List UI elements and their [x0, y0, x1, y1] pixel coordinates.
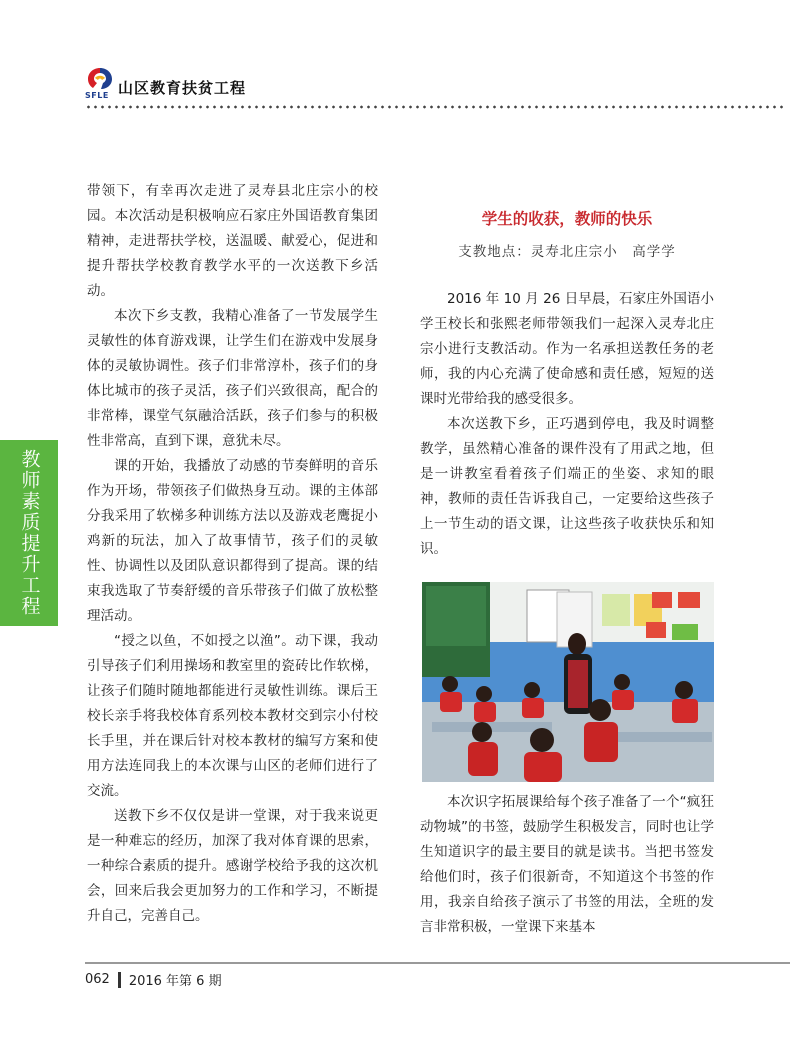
paragraph: 带领下，有幸再次走进了灵寿县北庄宗小的校园。本次活动是积极响应石家庄外国语教育集团精神，走进帮扶学校，送温暖、献爱心，促进和提升帮扶学校教育教学水平的一次送教下乡活动。 — [87, 183, 378, 299]
page-number: 062 — [85, 972, 110, 987]
section-side-tab — [0, 440, 58, 626]
logo-text: SFLE — [85, 91, 109, 100]
paragraph: 本次下乡支教，我精心准备了一节发展学生灵敏性的体育游戏课，让学生们在游戏中发展身体的灵敏协调性。孩子们非常淳朴，孩子们的身体比城市的孩子灵活，孩子们兴致很高，配合的非常棒，课堂气氛融洽活跃，孩子们参与的积极性非常高，直到下课，意犹未尽。 — [87, 308, 378, 449]
section-title: 山区教育扶贫工程 — [118, 79, 247, 97]
paragraph: “授之以鱼，不如授之以渔”。动下课，我动引导孩子们利用操场和教室里的瓷砖比作软梯，让孩子们随时随地都能进行灵敏性训练。课后王校长亲手将我校体育系列校本教材交到宗小付校长手里，并在课后针对校本教材的编写方案和使用方法连同我上的本次课与山区的老师们进行了交流。 — [87, 633, 378, 799]
paragraph: 本次送教下乡，正巧遇到停电，我及时调整教学，虽然精心准备的课件没有了用武之地，但是一讲教室看着孩子们端正的坐姿、求知的眼神，教师的责任告诉我自己，一定要给这些孩子上一节生动的语文课，让这些孩子收获快乐和知识。 — [420, 416, 714, 557]
issue-label: 2016 年第 6 期 — [128, 974, 222, 989]
side-tab-label: 教师素质提升工程 — [18, 449, 41, 617]
article-byline: 支教地点：灵寿北庄宗小 高学学 — [458, 244, 676, 260]
footer-divider — [85, 962, 790, 964]
article-body-bottom — [420, 790, 714, 940]
paragraph: 本次识字拓展课给每个孩子准备了一个“疯狂动物城”的书签，鼓励学生积极发言，同时也让学生知道识字的最主要目的就是读书。当把书签发给他们时，孩子们很新奇，不知道这个书签的作用，我亲自给孩子演示了书签的用法，全班的发言非常积极，一堂课下来基本 — [420, 794, 714, 935]
paragraph: 送教下乡不仅仅是讲一堂课，对于我来说更是一种难忘的经历，加深了我对体育课的思索，一种综合素质的提升。感谢学校给予我的这次机会，回来后我会更加努力的工作和学习，不断提升自己，完善自己。 — [87, 808, 378, 924]
article-body-top — [420, 287, 714, 562]
paragraph: 课的开始，我播放了动感的节奏鲜明的音乐作为开场，带领孩子们做热身互动。课的主体部分我采用了软梯多种训练方法以及游戏老鹰捉小鸡新的玩法，加入了故事情节，孩子们的灵敏性、协调性以及团队意识都得到了提高。课的结束我选取了节奏舒缓的音乐带孩子们做了放松整理活动。 — [87, 458, 378, 624]
classroom-photo — [422, 582, 714, 782]
page-footer — [85, 970, 222, 989]
dotted-divider — [85, 104, 785, 110]
left-column — [87, 179, 378, 929]
footer-separator — [118, 972, 121, 988]
page-header — [85, 66, 785, 106]
classroom-photo-illustration — [422, 582, 714, 782]
article-title: 学生的收获，教师的快乐 — [481, 209, 653, 228]
paragraph: 2016 年 10 月 26 日早晨，石家庄外国语小学王校长和张熙老师带领我们一起深入灵寿北庄宗小进行支教活动。作为一名承担送教任务的老师，我的内心充满了使命感和责任感，短短的送课时光带给我的感受很多。 — [420, 291, 714, 407]
